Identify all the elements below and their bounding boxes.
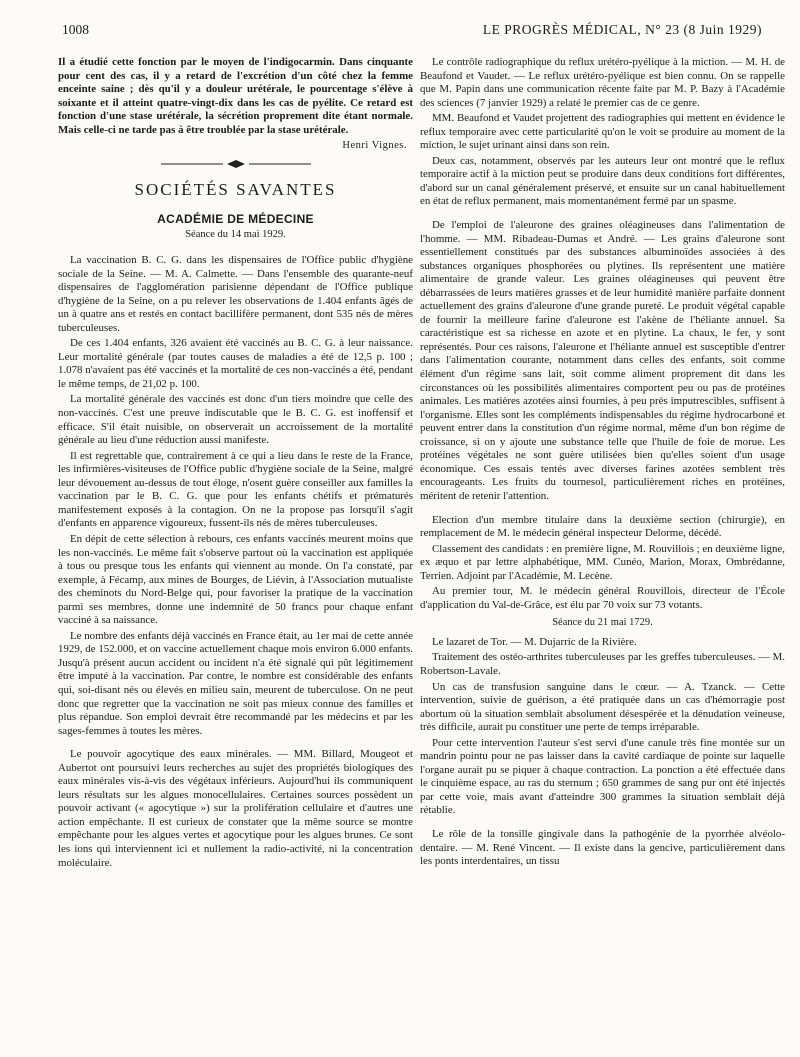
- right-column: [420, 56, 785, 871]
- divider-ornament: [58, 159, 413, 174]
- article-paragraph: Le pouvoir agocytique des eaux minérales. — MM. Billard, Mougeot et Aubertot ont poursuivi leurs recherches au sujet des propriétés biologiques des eaux minérales vis-à-vis des végétaux inférieurs. Aujourd'hui ils communiquent leurs résultats sur les algues monocellulaires. Certaines sources possèdent un pouvoir activant (« agocytique ») sur la prolifération cellulaire et d'autres une action empêchante. Il est curieux de constater que la même source se montre empêchante pour les algues vertes et agocytique pour les algues brunes. Ce sont les ions qui interviennent ici et nullement la radio-activité, ni la concentration moléculaire.: [58, 748, 413, 869]
- section-title: SOCIÉTÉS SAVANTES: [134, 180, 337, 200]
- article-paragraph: Traitement des ostéo-arthrites tuberculeuses par les greffes tuberculeuses. — M. Robertson-Lavale.: [420, 651, 785, 677]
- article-paragraph: De l'emploi de l'aleurone des graines oléagineuses dans l'alimentation de l'homme. — MM. Ribadeau-Dumas et André. — Les grains d'aleurone sont essentiellement constitués par des substances albuminoïdes associées à des substances organiques phosphorées ou plytines. Ils représentent une matière alimentaire de grande valeur. Les graines oléagineuses qui peuvent être débarrassées de leurs matières grasses et de leur humidité manière parfaite donnent actuellement des grains d'aleurone d'une grande pureté. Le produit végétal capable de fournir la meilleure farine d'aleurone est l'akène de l'héliante annuel. Sa caractéristique est sa richesse en azote et en plytine. La chaux, le fer, y sont représentés. Pour ces raisons, l'aleurone et l'héliante annuel est susceptible d'entrer dans l'alimentation courante, notamment dans celles des enfants, soit comme élément d'un régime sans lait, soit comme aliment proprement dit dans les circonstances où les possibilités alimentaires comportent peu ou pas de protéines animales. Les matières azotées ainsi fournies, à peu près imputrescibles, suffisent à l'organisme. Elles sont les compléments indispensables du régime hydrocarboné et peuvent entrer dans la constitution d'un régime normal, même d'un bon régime de croissance, si on y ajoute une substance telle que l'huile de foie de morue. Les protéines végétales ne sont guère utilisées bien qu'elles soient d'un usage économique. Ces essais tentés avec diverses farines azotées semblent très encourageants. Les fruits du tournesol, particulièrement riches en protéines, méritent de retenir l'attention.: [420, 219, 785, 502]
- running-header: [62, 22, 762, 38]
- article-paragraph: Il est regrettable que, contrairement à ce qui a lieu dans le reste de la France, les infirmières-visiteuses de l'Office public d'hygiène sociale de la Seine, malgré leur dévouement au-dessus de tout éloge, n'osent guère conseiller aux familles la vaccination par le B. C. G. que pour les enfants chétifs et prématurés manifestement exposés à la contagion. On ne la propose pas lorsqu'il s'agit d'enfants en apparence vigoureux, fussent-ils nés de mères tuberculeuses.: [58, 449, 413, 530]
- left-column: [58, 56, 413, 872]
- article-paragraph: Election d'un membre titulaire dans la deuxième section (chirurgie), en remplacement de M. le médecin général inspecteur Delorme, décédé.: [420, 513, 785, 540]
- article-paragraph: Le rôle de la tonsille gingivale dans la pathogénie de la pyorrhée alvéolo-dentaire. — M. René Vincent. — Il existe dans la gencive, particulièrement dans les ponts interdentaires, un tissu: [420, 827, 785, 868]
- article-paragraph: La mortalité générale des vaccinés est donc d'un tiers moindre que celle des non-vaccinés. C'est une preuve indiscutable que le B. C. G. est inoffensif et efficace. S'il était nuisible, on observerait un accroissement de la mortalité générale au lieu d'une réduction aussi manifeste.: [58, 393, 413, 447]
- article-paragraph: Classement des candidats : en première ligne, M. Rouvillois ; en deuxième ligne, ex æquo et par lettre alphabétique, MM. Cunéo, Marion, Morax, Ombrédanne, Terrien. Adjoint par l'Académie, M. Lecène.: [420, 542, 785, 582]
- article-paragraph: MM. Beaufond et Vaudet projettent des radiographies qui mettent en évidence le reflux temporaire avec cette particularité qu'on le voit se produire au moment de la miction, le sujet urinant ainsi dans son rein.: [420, 112, 785, 152]
- session-date: Séance du 21 mai 1729.: [552, 617, 653, 629]
- author-signature: Henri Vignes.: [342, 140, 407, 152]
- academy-heading: ACADÉMIE DE MÉDECINE: [157, 211, 314, 226]
- article-paragraph: Un cas de transfusion sanguine dans le cœur. — A. Tzanck. — Cette intervention, suivie de guérison, a été pratiquée dans un cas d'hémorragie post abortum où la situation semblait absolument désespérée et la dénudation veineuse, très difficile, aurait pu constituer une perte de temps irréparable.: [420, 680, 785, 734]
- session-date: Séance du 14 mai 1929.: [185, 229, 286, 241]
- article-paragraph: En dépit de cette sélection à rebours, ces enfants vaccinés meurent moins que les non-vaccinés. Le même fait s'observe partout où la vaccination est appliquée à tous ou presque tous les enfants qui viennent au monde. On l'a constaté, par exemple, à Fécamp, aux mines de Bourges, de Liévin, à l'Association mutualiste des cheminots du Nord-Belge qui, pour favoriser la pratique de la vaccination parmi ses membres, donne une indemnité de 50 francs pour chaque enfant vacciné à sa naissance.: [58, 532, 413, 627]
- article-paragraph: Le nombre des enfants déjà vaccinés en France était, au 1er mai de cette année 1929, de 152.000, et on vaccine actuellement chaque mois environ 6.000 enfants. Jusqu'à présent aucun accident ou incident n'a été signalé qui pût légitimement être imputé à la vaccination. Par contre, le nombre est considérable des enfants qui, soi-disant nés ou élevés en milieu sain, meurent de tuberculose. On ne peut donc que regretter que la vaccination ne soit pas mieux connue des familles et plus répandue. Son emploi devrait être recommandé par les médecins et par les sages-femmes à toutes les mères.: [58, 629, 413, 737]
- article-paragraph: La vaccination B. C. G. dans les dispensaires de l'Office public d'hygiène sociale de la Seine. — M. A. Calmette. — Dans l'ensemble des quarante-neuf dispensaires de l'agglomération parisienne dépendant de l'Office publique d'hygiène de la Seine, on a pu relever les observations de 1.404 enfants âgés de un à quatre ans et restés en contact bacillifère permanent, dont 535 nés de mères tuberculeuses.: [58, 254, 413, 334]
- article-paragraph: De ces 1.404 enfants, 326 avaient été vaccinés au B. C. G. à leur naissance. Leur mortalité générale (par toutes causes de maladies a été de 12,5 p. 100 ; 1.078 n'avaient pas été vaccinés et la mortalité de ces non-vaccinés a été, pendant le même temps, de 21,02 p. 100.: [58, 337, 413, 390]
- article-paragraph: Pour cette intervention l'auteur s'est servi d'une canule très fine montée sur un mandrin pointu pour ne pas laisser dans la cavité cardiaque de pointe sur laquelle l'organe aurait pu se piquer à chaque contraction. La ponction a été effectuée dans le cinquième espace, au ras du sternum ; 650 grammes de sang pur ont été injectés par cette voie, mais avant d'atteindre 300 grammes la situation semblait déjà rétablie.: [420, 736, 785, 817]
- article-paragraph: Le contrôle radiographique du reflux urétéro-pyélique à la miction. — M. H. de Beaufond et Vaudet. — Le reflux urétéro-pyélique est bien connu. On se rappelle que M. Papin dans une communication récente faite par M. P. Bazy à l'Académie des sciences (7 janvier 1929) a relaté le premier cas de ce genre.: [420, 56, 785, 109]
- page-number: 1008: [62, 22, 89, 37]
- continued-paragraph: Il a étudié cette fonction par le moyen de l'indigocarmin. Dans cinquante pour cent des cas, il y a retard de l'excrétion d'un côté chez la femme enceinte saine ; dès qu'il y a douleur urétérale, le pourcentage s'élève à soixante et il atteint quatre-vingt-dix dans les cas de pyélite. Ce retard est fonction d'une stase urétérale, la sécrétion proprement dite étant normale. Mais celle-ci ne tarde pas à être troublée par la stase urétérale.: [58, 56, 413, 136]
- article-paragraph: Le lazaret de Tor. — M. Dujarric de la Rivière.: [432, 635, 637, 648]
- article-paragraph: Deux cas, notamment, observés par les auteurs leur ont montré que le reflux temporaire actif à la miction peut se produire dans deux conditions fort différentes, d'abord sur un canal généralement préservé, et ensuite sur un canal habituellement en état de reflux permanent, mais momentanément fermé par un spasme.: [420, 154, 785, 208]
- journal-title: LE PROGRÈS MÉDICAL, N° 23 (8 Juin 1929): [482, 22, 762, 37]
- article-paragraph: Au premier tour, M. le médecin général Rouvillois, directeur de l'École d'application du Val-de-Grâce, est élu par 70 voix sur 73 votants.: [420, 585, 785, 611]
